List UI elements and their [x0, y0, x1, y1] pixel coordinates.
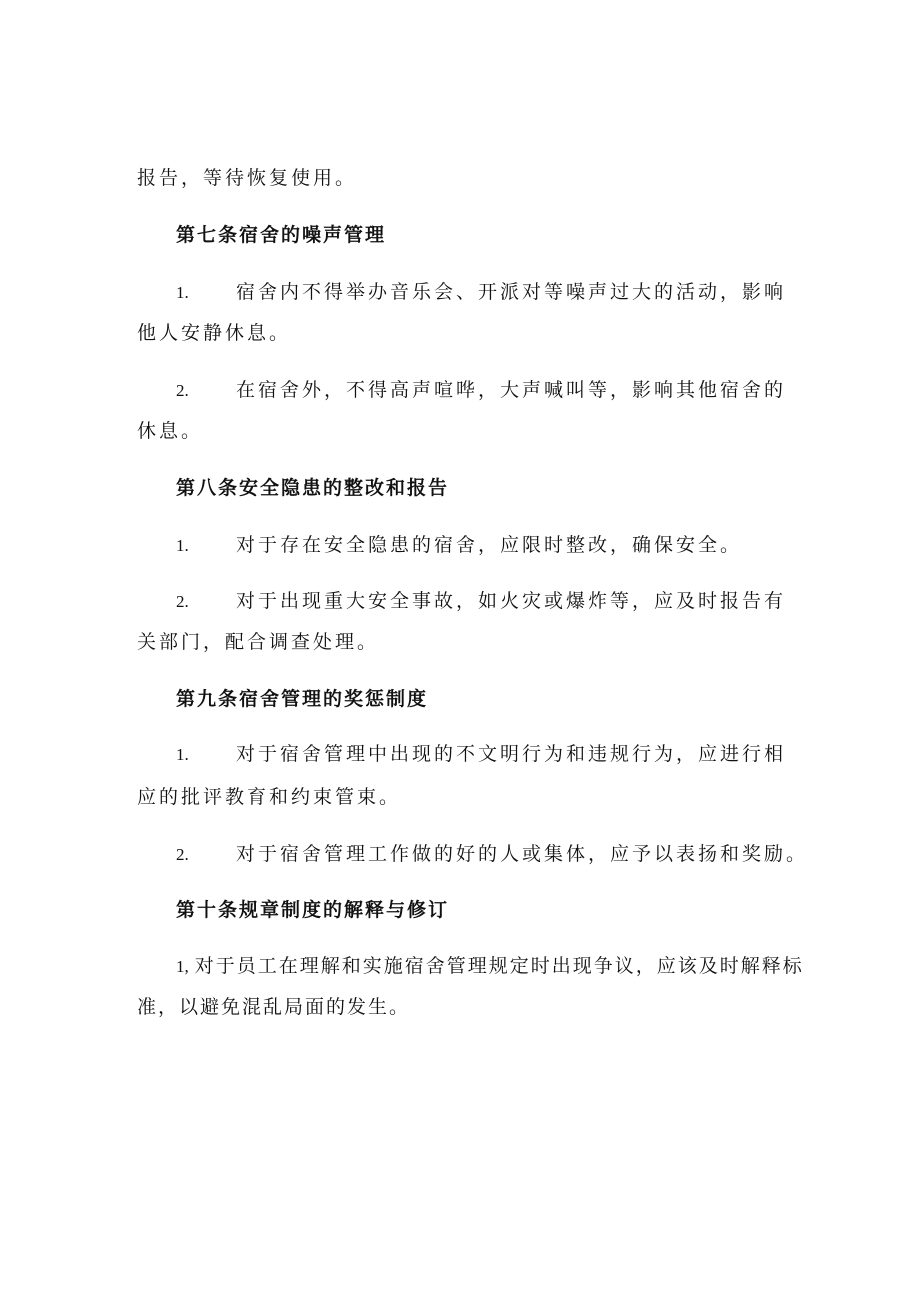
- list-item: [176, 532, 742, 559]
- section-heading-10: 第十条规章制度的解释与修订: [176, 899, 450, 921]
- list-item-continuation: 应的批评教育和约束管束。: [137, 786, 402, 808]
- list-item: [176, 741, 786, 768]
- section-heading-8: 第八条安全隐患的整改和报告: [176, 477, 450, 499]
- list-number: 1.: [176, 745, 189, 764]
- list-item-continuation: 关部门，配合调查处理。: [137, 631, 380, 653]
- paragraph: [176, 953, 804, 980]
- paragraph-text: 对于员工在理解和实施宿舍管理规定时出现争议，应该及时解释标: [194, 955, 804, 977]
- list-item-text: 宿舍内不得举办音乐会、开派对等噪声过大的活动，影响: [236, 281, 787, 303]
- list-number: 1.: [176, 283, 189, 302]
- paragraph-number: 1,: [176, 957, 189, 976]
- section-heading-9: 第九条宿舍管理的奖惩制度: [176, 688, 429, 710]
- paragraph-text: 报告，等待恢复使用。: [137, 167, 358, 189]
- list-item-text: 在宿舍外，不得高声喧哗，大声喊叫等，影响其他宿舍的: [236, 379, 787, 401]
- paragraph-continuation: [137, 165, 357, 191]
- list-item: [176, 279, 786, 306]
- paragraph-continuation: 准，以避免混乱局面的发生。: [137, 996, 411, 1018]
- list-number: 2.: [176, 592, 189, 611]
- list-item-continuation: 休息。: [137, 420, 204, 442]
- list-item: [176, 377, 786, 404]
- section-heading-7: 第七条宿舍的噪声管理: [176, 224, 387, 246]
- list-item-text: 对于出现重大安全事故，如火灾或爆炸等，应及时报告有: [236, 590, 787, 612]
- list-number: 1.: [176, 536, 189, 555]
- list-item-continuation: 他人安静休息。: [137, 322, 292, 344]
- list-item-text: 对于存在安全隐患的宿舍，应限时整改，确保安全。: [236, 534, 743, 556]
- list-number: 2.: [176, 381, 189, 400]
- list-item-text: 对于宿舍管理中出现的不文明行为和违规行为，应进行相: [236, 743, 787, 765]
- list-item: [176, 588, 786, 615]
- list-item: [176, 841, 808, 868]
- list-number: 2.: [176, 845, 189, 864]
- list-item-text: 对于宿舍管理工作做的好的人或集体，应予以表扬和奖励。: [236, 843, 809, 865]
